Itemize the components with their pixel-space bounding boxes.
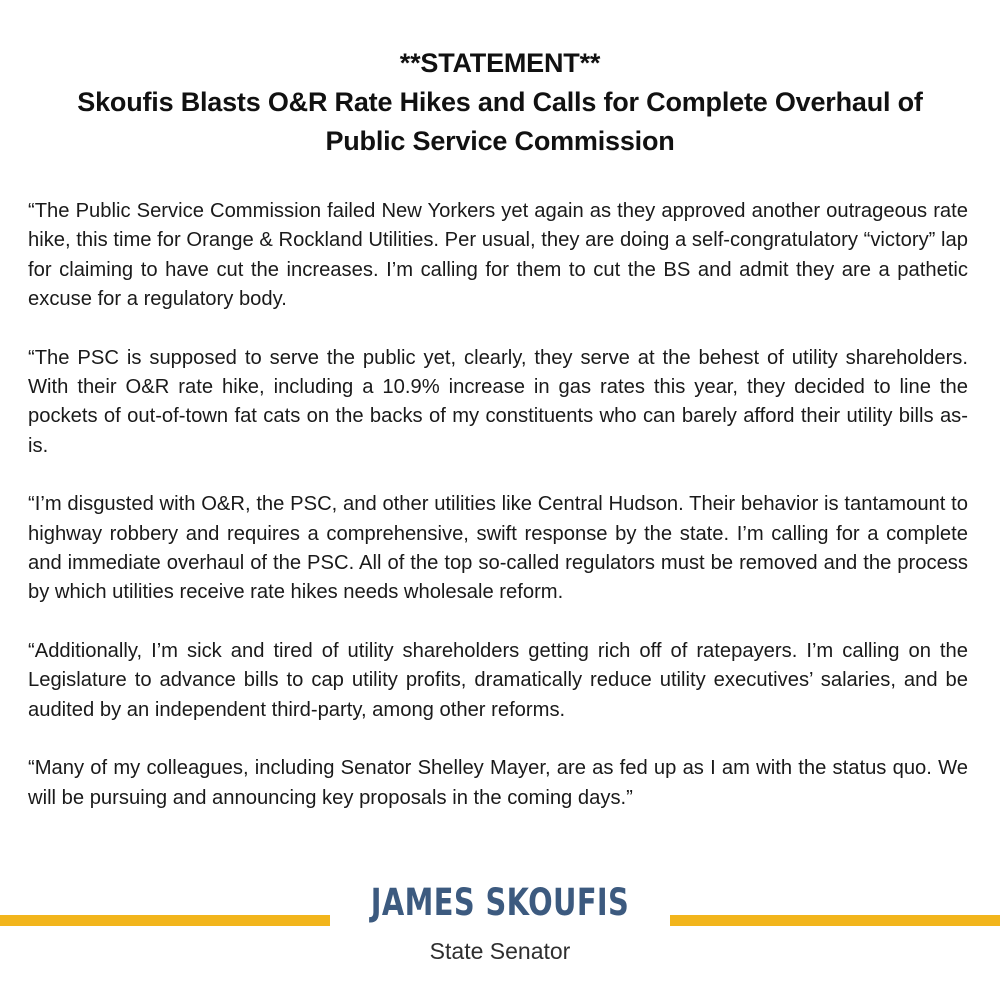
statement-body — [28, 197, 968, 842]
gold-rule-left — [0, 915, 330, 926]
paragraph-2: “The PSC is supposed to serve the public yet, clearly, they serve at the behest of utility shareholders. With their O&R rate hike, including a 10.9% increase in gas rates this year, they decided to line the pockets of out-of-town fat cats on the backs of my constituents who can barely afford their utility bills as-is. — [28, 346, 968, 457]
statement-label: **STATEMENT** — [399, 48, 601, 78]
headline-line-1: Skoufis Blasts O&R Rate Hikes and Calls for Complete Overhaul of — [77, 87, 923, 117]
statement-header — [0, 44, 1000, 161]
gold-rule-right — [670, 915, 1000, 926]
senator-title: State Senator — [429, 938, 571, 964]
paragraph-4: “Additionally, I’m sick and tired of utility shareholders getting rich off of ratepayers. I’m calling on the Legislature to advance bills to cap utility profits, dramatically reduce utility executives’ salaries, and be audited by an independent third-party, among other reforms. — [28, 639, 968, 721]
senator-name: JAMES SKOUFIS — [370, 881, 630, 924]
paragraph-3: “I’m disgusted with O&R, the PSC, and other utilities like Central Hudson. Their behavior is tantamount to highway robbery and requires a comprehensive, swift response by the state. I’m calling for a complete and immediate overhaul of the PSC. All of the top so-called regulators must be removed and the process by which utilities receive rate hikes needs wholesale reform. — [28, 493, 968, 604]
signature-block — [0, 870, 1000, 980]
paragraph-1: “The Public Service Commission failed New Yorkers yet again as they approved another outrageous rate hike, this time for Orange & Rockland Utilities. Per usual, they are doing a self-congratulatory “victory” lap for claiming to have cut the increases. I’m calling for them to cut the BS and admit they are a pathetic excuse for a regulatory body. — [28, 200, 968, 311]
headline-line-2: Public Service Commission — [325, 126, 675, 156]
paragraph-5: “Many of my colleagues, including Senator Shelley Mayer, are as fed up as I am with the status quo. We will be pursuing and announcing key proposals in the coming days.” — [28, 757, 968, 809]
